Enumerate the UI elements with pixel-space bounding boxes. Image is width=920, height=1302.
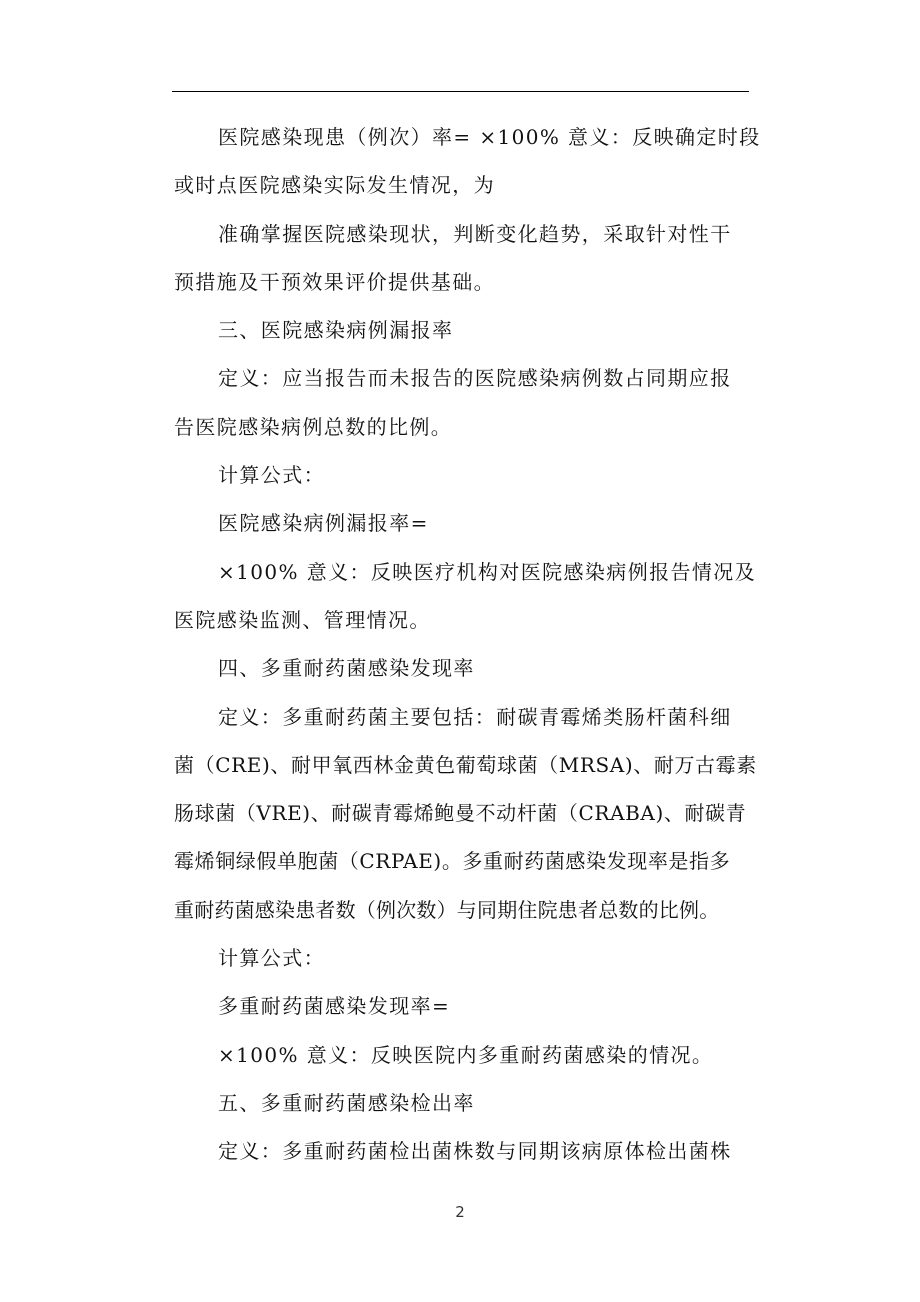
text-line: 定义：多重耐药菌检出菌株数与同期该病原体检出菌株 <box>218 1139 732 1164</box>
text-line: 霉烯铜绿假单胞菌（CRPAE)。多重耐药菌感染发现率是指多 <box>174 849 731 874</box>
text-line: 肠球菌（VRE)、耐碳青霉烯鲍曼不动杆菌（CRABA)、耐碳青 <box>174 801 747 826</box>
text-line: ×100% 意义：反映医院内多重耐药菌感染的情况。 <box>218 1042 714 1067</box>
text-line: 计算公式： <box>218 946 325 971</box>
header-rule <box>172 91 749 92</box>
text-line: 告医院感染病例总数的比例。 <box>174 414 453 439</box>
text-line: 或时点医院感染实际发生情况，为 <box>174 173 495 198</box>
text-line: 定义：应当报告而未报告的医院感染病例数占同期应报 <box>218 366 732 391</box>
section-heading: 五、多重耐药菌感染检出率 <box>218 1090 475 1115</box>
text-line: 准确掌握医院感染现状，判断变化趋势，采取针对性干 <box>218 221 732 246</box>
text-line: 医院感染监测、管理情况。 <box>174 607 431 632</box>
section-heading: 四、多重耐药菌感染发现率 <box>218 656 475 681</box>
formula-line: 医院感染病例漏报率= <box>218 511 429 536</box>
document-body <box>174 113 761 1176</box>
text-line: 重耐药菌感染患者数（例次数）与同期住院患者总数的比例。 <box>174 897 720 922</box>
text-line: 菌（CRE)、耐甲氧西林金黄色葡萄球菌（MRSA)、耐万古霉素 <box>174 752 757 777</box>
page-number: 2 <box>455 1203 465 1221</box>
text-line: 预措施及干预效果评价提供基础。 <box>174 269 495 294</box>
formula-line: 多重耐药菌感染发现率= <box>218 994 451 1019</box>
text-line: 医院感染现患（例次）率= ×100% 意义：反映确定时段 <box>218 125 761 149</box>
section-heading: 三、医院感染病例漏报率 <box>218 318 454 343</box>
text-line: 定义：多重耐药菌主要包括：耐碳青霉烯类肠杆菌科细 <box>218 704 732 729</box>
text-line: 计算公式： <box>218 463 325 488</box>
text-line: ×100% 意义：反映医疗机构对医院感染病例报告情况及 <box>218 559 757 584</box>
